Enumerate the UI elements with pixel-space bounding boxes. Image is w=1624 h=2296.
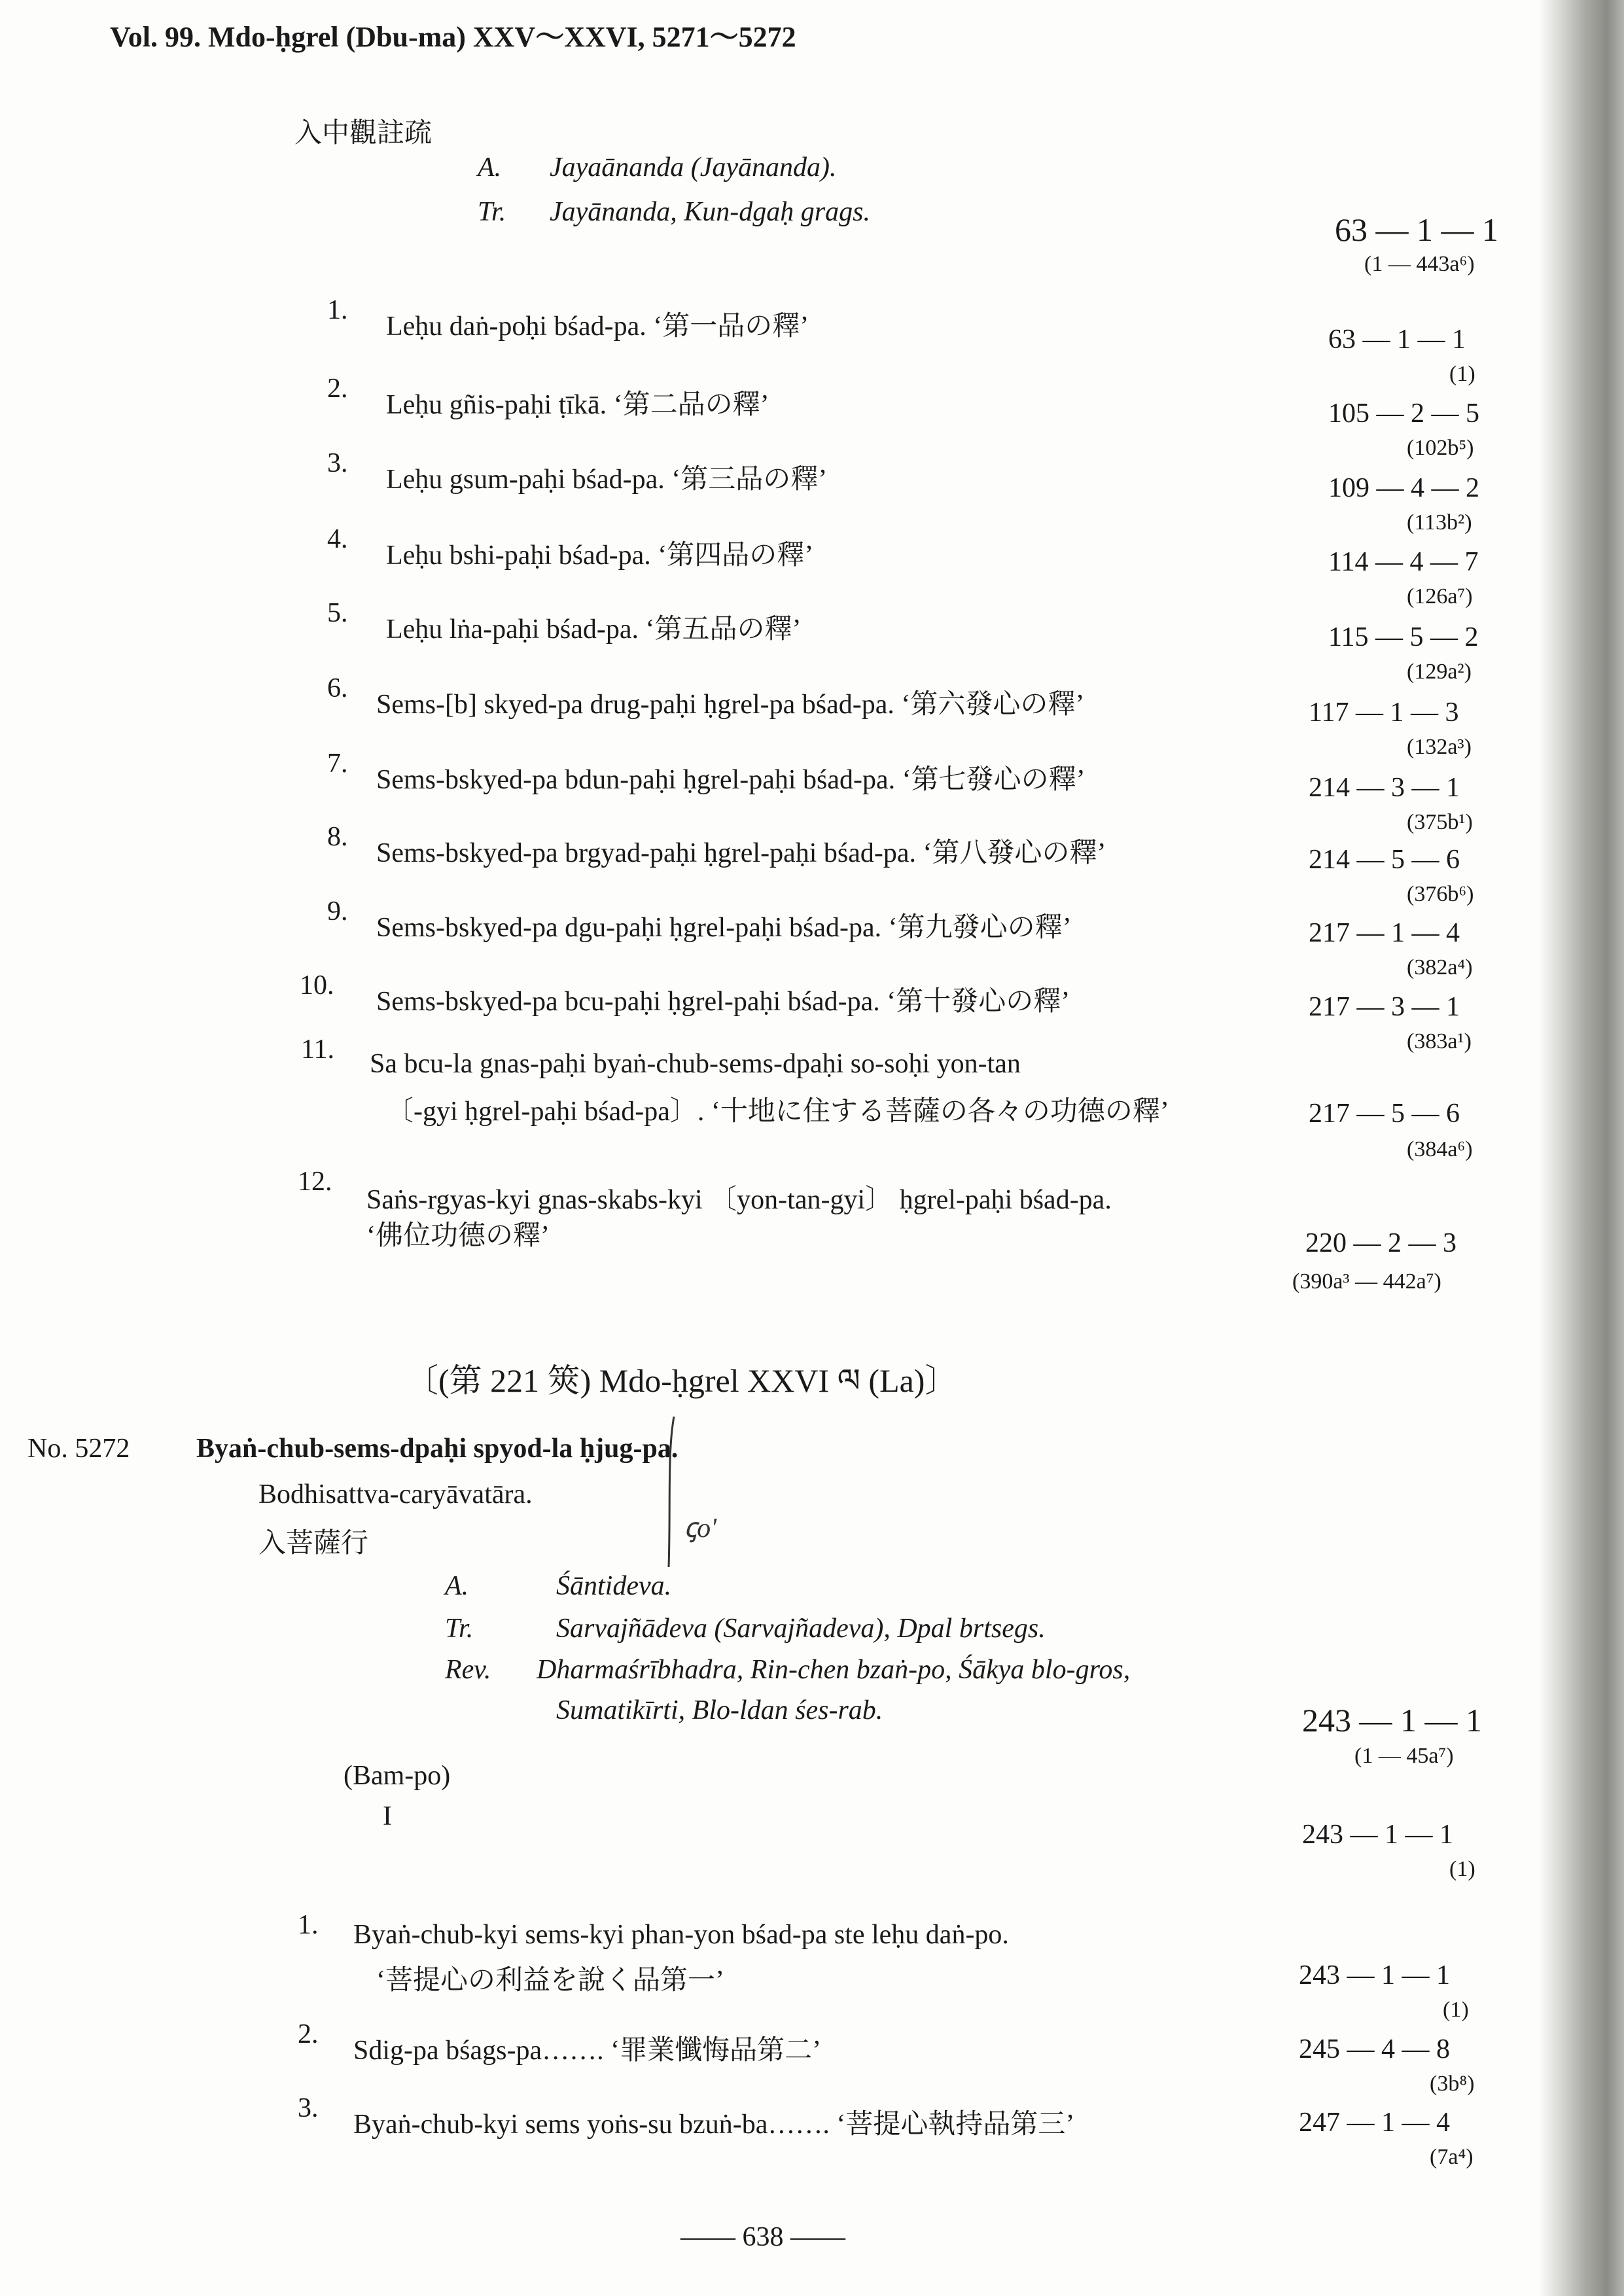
bampo-ref: 243 — 1 — 1: [1302, 1820, 1453, 1850]
work1-item-text: Leḥu bshi-paḥi bśad-pa. ‘第四品の釋’: [386, 540, 814, 571]
work1-item-ref: 117 — 1 — 3: [1309, 698, 1459, 728]
work2-item-ref: 243 — 1 — 1: [1299, 1960, 1450, 1990]
work2-author: Śāntideva.: [556, 1571, 672, 1601]
work1-item-ref: 220 — 2 — 3: [1305, 1228, 1456, 1258]
work2-ref-main: 243 — 1 — 1: [1302, 1702, 1482, 1739]
work1-item-ref: 115 — 5 — 2: [1328, 622, 1479, 652]
page-number: —— 638 ——: [680, 2222, 845, 2252]
work2-item-num: 3.: [298, 2093, 319, 2123]
work1-item-text: Leḥu gsum-paḥi bśad-pa. ‘第三品の釋’: [386, 465, 828, 495]
work1-title-jp: 入中觀註疏: [294, 118, 432, 149]
work2-number: No. 5272: [27, 1434, 130, 1464]
work1-author: Jayaānanda (Jayānanda).: [550, 152, 837, 183]
work1-item-sub: (384a⁶): [1407, 1137, 1473, 1161]
work1-item-num: 2.: [327, 374, 348, 404]
work1-item-num: 1.: [327, 295, 348, 325]
work1-translator: Jayānanda, Kun-dgaḥ grags.: [550, 197, 870, 227]
work2-reviser-cont: Sumatikīrti, Blo-ldan śes-rab.: [556, 1695, 883, 1725]
work2-translator: Sarvajñādeva (Sarvajñadeva), Dpal brtsegs.: [556, 1614, 1046, 1644]
work2-item-num: 1.: [298, 1910, 319, 1940]
work2-translator-label: Tr.: [445, 1614, 474, 1644]
work2-item-text: Sdig-pa bśags-pa……. ‘罪業懺悔品第二’: [353, 2036, 822, 2066]
work1-item-text: Leḥu daṅ-poḥi bśad-pa. ‘第一品の釋’: [386, 311, 809, 342]
work2-reviser: Dharmaśrībhadra, Rin-chen bzaṅ-po, Śākya blo-gros,: [537, 1655, 1131, 1685]
work1-item-sub: (382a⁴): [1407, 955, 1473, 980]
work1-item-num: 4.: [327, 524, 348, 554]
work1-item-sub: (390a³ — 442a⁷): [1292, 1269, 1441, 1294]
work1-item-num: 8.: [327, 822, 348, 852]
work2-ref-sub: (1 — 45a⁷): [1354, 1744, 1454, 1768]
work1-item-ref: 217 — 1 — 4: [1309, 918, 1460, 948]
work1-item-num: 9.: [327, 896, 348, 927]
work1-item-sub: (376b⁶): [1407, 882, 1474, 906]
bampo-number: I: [383, 1801, 392, 1831]
work1-item-ref: 109 — 4 — 2: [1328, 473, 1479, 503]
work1-ref-main: 63 — 1 — 1: [1335, 211, 1498, 248]
work1-translator-label: Tr.: [478, 197, 506, 227]
volume-separator: 〔(第 221 筴) Mdo-ḥgrel XXVI ལ (La)〕: [406, 1362, 958, 1399]
work1-item-sub: (383a¹): [1407, 1029, 1472, 1053]
work2-item-ref: 247 — 1 — 4: [1299, 2108, 1450, 2138]
work1-item-ref: 214 — 5 — 6: [1309, 845, 1460, 875]
work1-item-num: 5.: [327, 598, 348, 628]
work1-item-sub: (129a²): [1407, 660, 1472, 684]
work2-item-sub: (7a⁴): [1430, 2145, 1474, 2169]
bampo-label: (Bam-po): [344, 1761, 451, 1791]
work1-item-ref: 214 — 3 — 1: [1309, 773, 1460, 803]
bampo-ref-sub: (1): [1449, 1857, 1475, 1881]
work1-item-text: Sa bcu-la gnas-paḥi byaṅ-chub-sems-dpaḥi so-soḥi yon-tan: [370, 1049, 1021, 1079]
work1-item-text: Saṅs-rgyas-kyi gnas-skabs-kyi 〔yon-tan-gyi〕 ḥgrel-paḥi bśad-pa.: [366, 1185, 1112, 1215]
work1-item-sub: (1): [1449, 362, 1475, 386]
work1-item-num: 12.: [298, 1167, 332, 1197]
work1-item-num: 7.: [327, 749, 348, 779]
work1-item-text: Sems-[b] skyed-pa drug-paḥi ḥgrel-pa bśad-pa. ‘第六發心の釋’: [376, 690, 1085, 720]
work2-item-sub: (1): [1443, 1998, 1469, 2022]
work1-ref-sub: (1 — 443a⁶): [1364, 252, 1475, 276]
work2-item-text: Byaṅ-chub-kyi sems-kyi phan-yon bśad-pa ste leḥu daṅ-po.: [353, 1920, 1009, 1950]
work1-item-sub: (113b²): [1407, 510, 1472, 535]
work1-item-text: Leḥu lṅa-paḥi bśad-pa. ‘第五品の釋’: [386, 614, 802, 645]
work1-item-ref: 114 — 4 — 7: [1328, 547, 1479, 577]
pen-note: ꞔo': [684, 1513, 717, 1544]
work1-item-ref: 217 — 3 — 1: [1309, 992, 1460, 1022]
work2-reviser-label: Rev.: [445, 1655, 491, 1685]
work1-item-text: Leḥu gñis-paḥi ṭīkā. ‘第二品の釋’: [386, 390, 769, 420]
work1-item-ref: 63 — 1 — 1: [1328, 325, 1466, 355]
work1-item-sub: (375b¹): [1407, 810, 1473, 834]
work2-title-jp: 入菩薩行: [258, 1528, 369, 1559]
work2-item-ref: 245 — 4 — 8: [1299, 2034, 1450, 2064]
work1-item-num: 11.: [301, 1034, 334, 1065]
scan-edge-shadow: [1539, 0, 1624, 2296]
work1-item-num: 10.: [300, 970, 334, 1000]
work1-item-num: 6.: [327, 673, 348, 703]
work1-item-sub: (102b⁵): [1407, 436, 1474, 460]
work2-item-text: ‘菩提心の利益を說く品第一’: [376, 1966, 724, 1996]
work1-item-sub: (126a⁷): [1407, 584, 1473, 609]
pen-mark: [661, 1413, 694, 1570]
work2-item-num: 2.: [298, 2019, 319, 2049]
work2-title-sanskrit: Bodhisattva-caryāvatāra.: [258, 1479, 533, 1510]
work1-item-text: Sems-bskyed-pa bdun-paḥi ḥgrel-paḥi bśad-pa. ‘第七發心の釋’: [376, 765, 1086, 795]
work1-author-label: A.: [478, 152, 502, 183]
work1-item-text: Sems-bskyed-pa dgu-paḥi ḥgrel-paḥi bśad-pa. ‘第九發心の釋’: [376, 913, 1072, 943]
work1-item-text: Sems-bskyed-pa brgyad-paḥi ḥgrel-paḥi bśad-pa. ‘第八發心の釋’: [376, 838, 1106, 868]
work1-item-text: ‘佛位功德の釋’: [366, 1221, 550, 1251]
work2-title-tibetan: Byaṅ-chub-sems-dpaḥi spyod-la ḥjug-pa.: [196, 1434, 679, 1464]
work2-item-sub: (3b⁸): [1430, 2072, 1475, 2096]
work2-author-label: A.: [445, 1571, 469, 1601]
work1-item-text: 〔-gyi ḥgrel-paḥi bśad-pa〕. ‘十地に住する菩薩の各々の功德の釋’: [386, 1097, 1169, 1127]
work2-item-text: Byaṅ-chub-kyi sems yoṅs-su bzuṅ-ba……. ‘菩提心執持品第三’: [353, 2110, 1075, 2140]
running-header: Vol. 99. Mdo-ḥgrel (Dbu-ma) XXV～XXVI, 5271～5272: [110, 21, 796, 53]
work1-item-sub: (132a³): [1407, 735, 1472, 759]
work1-item-ref: 217 — 5 — 6: [1309, 1099, 1460, 1129]
work1-item-text: Sems-bskyed-pa bcu-paḥi ḥgrel-paḥi bśad-pa. ‘第十發心の釋’: [376, 987, 1070, 1017]
work1-item-ref: 105 — 2 — 5: [1328, 398, 1479, 429]
work1-item-num: 3.: [327, 448, 348, 478]
